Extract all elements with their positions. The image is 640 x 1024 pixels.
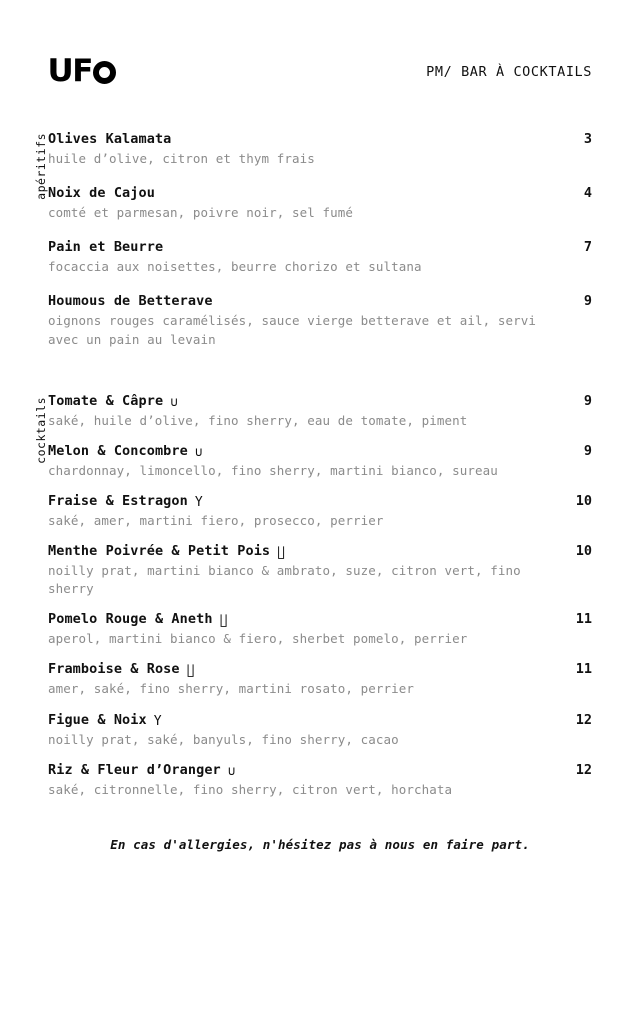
menu-item <box>48 393 592 430</box>
menu-item-head <box>48 393 592 409</box>
menu-item-name: Tomate & Câpre <box>48 392 164 409</box>
menu-item-price: 9 <box>583 293 592 310</box>
menu-item <box>48 543 592 598</box>
menu-item-head <box>48 762 592 778</box>
menu-item-description: aperol, martini bianco & fiero, sherbet pomelo, perrier <box>48 631 468 647</box>
menu-item-description: comté et parmesan, poivre noir, sel fumé <box>48 205 354 221</box>
menu-item-description: amer, saké, fino sherry, martini rosato, perrier <box>48 681 415 697</box>
menu-item-price: 4 <box>583 185 592 202</box>
aperitifs-item-list <box>48 131 592 349</box>
page-header <box>48 0 592 87</box>
menu-item-name-row <box>48 131 171 147</box>
menu-item-description: noilly prat, saké, banyuls, fino sherry, cacao <box>48 731 399 747</box>
menu-item-name-row <box>48 762 236 778</box>
cocktails-item-list <box>48 393 592 799</box>
menu-item-head <box>48 611 592 627</box>
menu-item-description: saké, amer, martini fiero, prosecco, perrier <box>48 512 384 528</box>
menu-item-head <box>48 493 592 509</box>
section-cocktails <box>34 392 592 799</box>
menu-item-name: Figue & Noix <box>48 711 147 728</box>
glassware-icon: ∐ <box>219 613 228 629</box>
menu-item-name-row <box>48 661 195 677</box>
glassware-icon: ∐ <box>277 545 286 560</box>
menu-item-price: 12 <box>575 711 592 728</box>
menu-item <box>48 293 592 348</box>
menu-item <box>48 239 592 276</box>
menu-item-description: focaccia aux noisettes, beurre chorizo et sultana <box>48 259 422 275</box>
menu-item-head <box>48 293 592 309</box>
menu-item-name: Houmous de Betterave <box>48 293 213 310</box>
glassware-icon: ∐ <box>186 663 195 679</box>
menu-item <box>48 762 592 799</box>
glassware-icon: ∪ <box>194 444 203 460</box>
menu-item <box>48 712 592 749</box>
menu-item-description: saké, citronnelle, fino sherry, citron vert, horchata <box>48 781 453 797</box>
menu-item-name-row <box>48 443 203 459</box>
menu-item-price: 11 <box>575 611 592 628</box>
menu-item-name-row <box>48 393 178 409</box>
menu-item-head <box>48 239 592 255</box>
menu-item-name: Melon & Concombre <box>48 442 188 459</box>
menu-item-name: Pain et Beurre <box>48 239 164 256</box>
menu-item-description: huile d’olive, citron et thym frais <box>48 151 315 166</box>
logo-letter-u: U <box>47 53 73 89</box>
ufo-logo <box>47 53 116 89</box>
glassware-icon: ∪ <box>170 394 179 410</box>
menu-item-price: 3 <box>583 131 592 147</box>
menu-item-head <box>48 661 592 677</box>
menu-item-name: Olives Kalamata <box>48 131 172 147</box>
menu-item-price: 7 <box>583 239 592 256</box>
menu-item-head <box>48 543 592 559</box>
menu-item-head <box>48 131 592 147</box>
menu-item-price: 10 <box>575 492 592 509</box>
glassware-icon: Y <box>153 713 162 729</box>
logo-letter-f: F <box>72 53 93 89</box>
menu-item-head <box>48 185 592 201</box>
section-label-aperitifs: apéritifs <box>34 133 48 200</box>
menu-item-description: oignons rouges caramélisés, sauce vierge betterave et ail, servi avec un pain au levain <box>48 313 537 347</box>
page-title: PM/ BAR À COCKTAILS <box>426 63 592 80</box>
menu-item-name: Riz & Fleur d’Oranger <box>48 761 221 778</box>
section-aperitifs <box>34 131 592 349</box>
menu-item-name: Pomelo Rouge & Aneth <box>48 611 213 628</box>
menu-item-name: Fraise & Estragon <box>48 492 188 509</box>
menu-item-name-row <box>48 239 163 255</box>
menu-item-name-row <box>48 611 228 627</box>
menu-item-name-row <box>48 185 155 201</box>
menu-item <box>48 493 592 530</box>
menu-item-price: 10 <box>575 543 592 559</box>
menu-item-name-row <box>48 493 203 509</box>
menu-item-price: 9 <box>583 392 592 409</box>
logo-letter-o-icon <box>93 61 116 84</box>
menu-item-name: Menthe Poivrée & Petit Pois <box>48 543 271 559</box>
menu-item-description: noilly prat, martini bianco & ambrato, suze, citron vert, fino sherry <box>48 563 521 597</box>
menu-item-description: chardonnay, limoncello, fino sherry, martini bianco, sureau <box>48 462 498 478</box>
glassware-icon: ∪ <box>227 763 236 779</box>
menu-item-name: Framboise & Rose <box>48 661 180 678</box>
menu-item <box>48 611 592 648</box>
menu-item-head <box>48 712 592 728</box>
menu-item-price: 11 <box>575 661 592 678</box>
menu-item-name: Noix de Cajou <box>48 185 155 202</box>
menu-item-description: saké, huile d’olive, fino sherry, eau de tomate, piment <box>48 412 468 428</box>
menu-item-head <box>48 443 592 459</box>
menu-item-name-row <box>48 712 162 728</box>
section-label-cocktails: cocktails <box>34 396 48 464</box>
allergy-note: En cas d'allergies, n'hésitez pas à nous en faire part. <box>110 836 530 852</box>
glassware-icon: Y <box>194 494 203 510</box>
menu-item-name-row <box>48 293 213 309</box>
menu-item <box>48 131 592 168</box>
menu-item <box>48 443 592 480</box>
menu-item-price: 9 <box>583 442 592 459</box>
menu-item-name-row <box>48 543 285 559</box>
menu-item <box>48 185 592 222</box>
menu-item-price: 12 <box>575 761 592 778</box>
menu-item <box>48 661 592 698</box>
